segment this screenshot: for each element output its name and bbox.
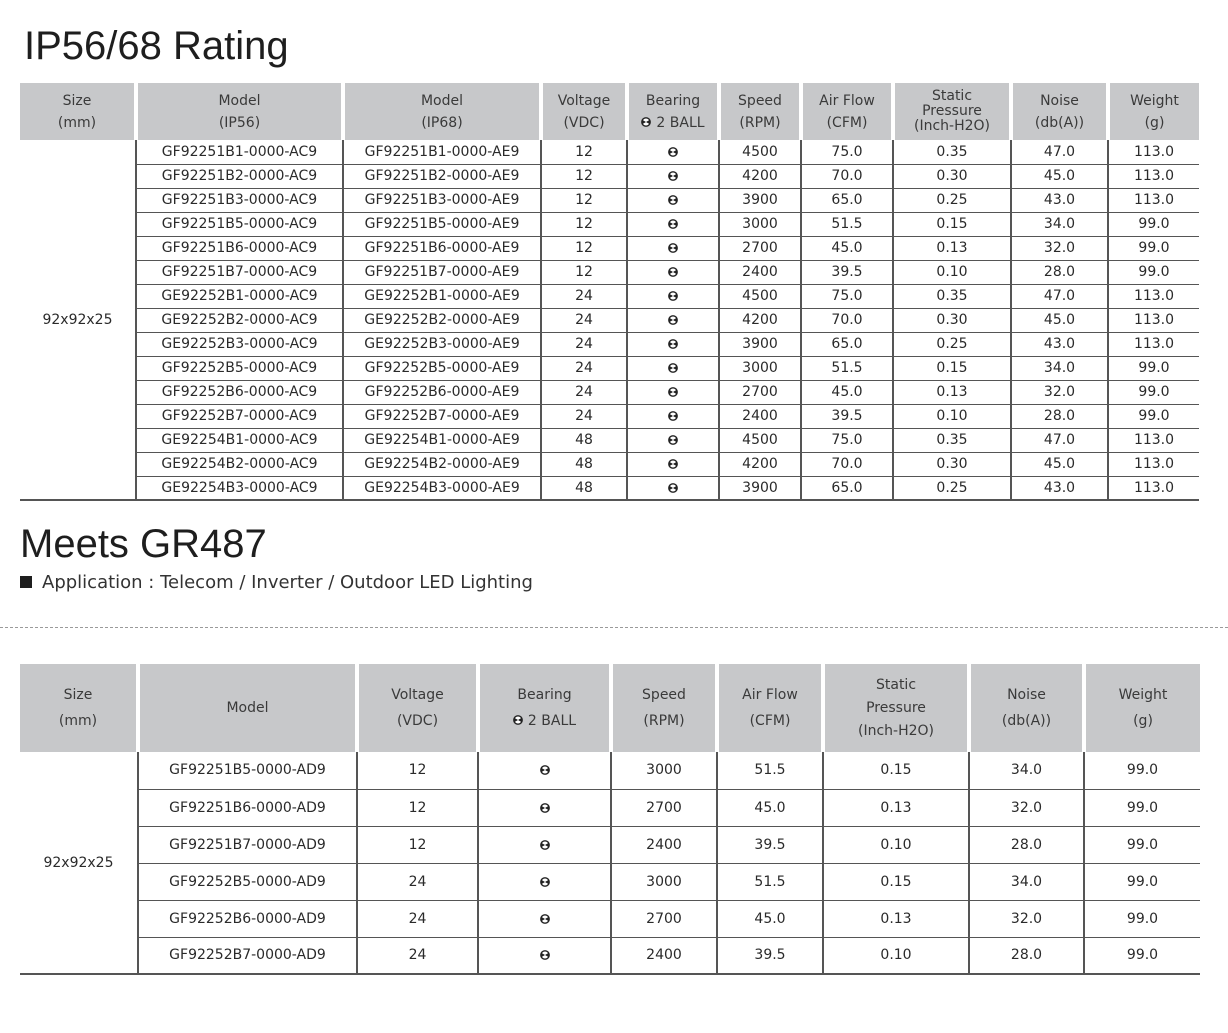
- bearing-cell: [627, 164, 719, 188]
- airflow-cell: 75.0: [801, 284, 893, 308]
- weight-cell: 113.0: [1108, 284, 1199, 308]
- speed-cell: 2400: [611, 937, 717, 974]
- table-row: [20, 863, 1200, 900]
- pressure-cell: 0.13: [823, 789, 969, 826]
- ip68-cell: GE92252B1-0000-AE9: [343, 284, 541, 308]
- weight-cell: 99.0: [1084, 826, 1200, 863]
- table-row: [20, 752, 1200, 789]
- pressure-cell: 0.10: [823, 826, 969, 863]
- pressure-cell: 0.13: [823, 900, 969, 937]
- pressure-cell: 0.13: [893, 380, 1011, 404]
- weight-cell: 99.0: [1108, 212, 1199, 236]
- bullet-square-icon: [20, 576, 32, 588]
- col-header-size: Size (mm): [20, 664, 138, 752]
- ip56-cell: GF92251B2-0000-AC9: [136, 164, 343, 188]
- pressure-cell: 0.25: [893, 332, 1011, 356]
- speed-cell: 2400: [611, 826, 717, 863]
- noise-cell: 34.0: [969, 863, 1084, 900]
- noise-cell: 32.0: [969, 789, 1084, 826]
- table-row: [20, 476, 1199, 500]
- ip68-cell: GF92251B7-0000-AE9: [343, 260, 541, 284]
- pressure-cell: 0.15: [823, 863, 969, 900]
- ip56-cell: GF92251B1-0000-AC9: [136, 140, 343, 164]
- voltage-cell: 12: [541, 164, 627, 188]
- noise-cell: 45.0: [1011, 308, 1108, 332]
- ball-bearing-icon: [641, 117, 651, 127]
- ball-bearing-icon: [668, 363, 678, 373]
- ip68-cell: GF92252B7-0000-AE9: [343, 404, 541, 428]
- col-header-noise: Noise (db(A)): [969, 664, 1084, 752]
- table-row: [20, 284, 1199, 308]
- weight-cell: 99.0: [1108, 260, 1199, 284]
- speed-cell: 3900: [719, 188, 801, 212]
- col-header-voltage: Voltage (VDC): [541, 83, 627, 140]
- ip68-cell: GF92251B5-0000-AE9: [343, 212, 541, 236]
- ip68-cell: GF92251B3-0000-AE9: [343, 188, 541, 212]
- pressure-cell: 0.35: [893, 140, 1011, 164]
- table-row: [20, 937, 1200, 974]
- airflow-cell: 70.0: [801, 308, 893, 332]
- ball-bearing-icon: [668, 459, 678, 469]
- col-header-noise: Noise (db(A)): [1011, 83, 1108, 140]
- voltage-cell: 12: [541, 260, 627, 284]
- ball-bearing-icon: [540, 765, 550, 775]
- ip68-cell: GE92254B3-0000-AE9: [343, 476, 541, 500]
- bearing-cell: [478, 752, 611, 789]
- weight-cell: 99.0: [1084, 789, 1200, 826]
- size-cell: 92x92x25: [20, 752, 138, 974]
- table-row: [20, 332, 1199, 356]
- voltage-cell: 24: [357, 863, 478, 900]
- pressure-cell: 0.15: [823, 752, 969, 789]
- col-header-model-ip56: Model (IP56): [136, 83, 343, 140]
- bearing-cell: [627, 260, 719, 284]
- col-header-static-pressure: Static Pressure (Inch-H2O): [893, 83, 1011, 140]
- bearing-cell: [627, 308, 719, 332]
- airflow-cell: 70.0: [801, 452, 893, 476]
- speed-cell: 4500: [719, 284, 801, 308]
- ip68-cell: GF92251B6-0000-AE9: [343, 236, 541, 260]
- bearing-cell: [627, 452, 719, 476]
- speed-cell: 3000: [719, 356, 801, 380]
- noise-cell: 45.0: [1011, 452, 1108, 476]
- table-row: [20, 188, 1199, 212]
- col-header-model: Model: [138, 664, 357, 752]
- noise-cell: 28.0: [1011, 260, 1108, 284]
- ip68-cell: GE92254B2-0000-AE9: [343, 452, 541, 476]
- model-cell: GF92252B5-0000-AD9: [138, 863, 357, 900]
- airflow-cell: 51.5: [717, 863, 823, 900]
- voltage-cell: 12: [541, 212, 627, 236]
- table-row: [20, 140, 1199, 164]
- pressure-cell: 0.25: [893, 476, 1011, 500]
- ip56-cell: GF92252B5-0000-AC9: [136, 356, 343, 380]
- gr487-table: [20, 664, 1200, 975]
- speed-cell: 2700: [611, 789, 717, 826]
- col-header-speed: Speed (RPM): [611, 664, 717, 752]
- pressure-cell: 0.35: [893, 284, 1011, 308]
- ip68-cell: GF92252B6-0000-AE9: [343, 380, 541, 404]
- col-header-bearing: Bearing 2 BALL: [478, 664, 611, 752]
- bearing-cell: [478, 826, 611, 863]
- voltage-cell: 12: [357, 826, 478, 863]
- col-header-model-ip68: Model (IP68): [343, 83, 541, 140]
- col-header-size: Size (mm): [20, 83, 136, 140]
- weight-cell: 99.0: [1084, 863, 1200, 900]
- table-row: [20, 260, 1199, 284]
- size-cell: 92x92x25: [20, 140, 136, 500]
- noise-cell: 43.0: [1011, 332, 1108, 356]
- col-header-airflow: Air Flow (CFM): [801, 83, 893, 140]
- table-row: [20, 428, 1199, 452]
- bearing-cell: [627, 428, 719, 452]
- airflow-cell: 75.0: [801, 428, 893, 452]
- speed-cell: 2700: [719, 236, 801, 260]
- model-cell: GF92251B5-0000-AD9: [138, 752, 357, 789]
- bearing-cell: [478, 863, 611, 900]
- voltage-cell: 48: [541, 476, 627, 500]
- weight-cell: 113.0: [1108, 188, 1199, 212]
- weight-cell: 113.0: [1108, 140, 1199, 164]
- application-text: Application : Telecom / Inverter / Outdoor LED Lighting: [42, 571, 533, 593]
- voltage-cell: 24: [541, 284, 627, 308]
- col-header-static-pressure: Static Pressure (Inch-H2O): [823, 664, 969, 752]
- airflow-cell: 51.5: [717, 752, 823, 789]
- ball-bearing-icon: [668, 171, 678, 181]
- ip56-cell: GF92252B7-0000-AC9: [136, 404, 343, 428]
- ip56-cell: GE92254B2-0000-AC9: [136, 452, 343, 476]
- voltage-cell: 24: [357, 937, 478, 974]
- bearing-cell: [478, 937, 611, 974]
- weight-cell: 99.0: [1108, 356, 1199, 380]
- pressure-cell: 0.15: [893, 356, 1011, 380]
- airflow-cell: 39.5: [801, 404, 893, 428]
- ip56-cell: GE92252B2-0000-AC9: [136, 308, 343, 332]
- speed-cell: 4500: [719, 428, 801, 452]
- voltage-cell: 24: [541, 404, 627, 428]
- weight-cell: 99.0: [1108, 380, 1199, 404]
- airflow-cell: 39.5: [801, 260, 893, 284]
- ball-bearing-icon: [540, 877, 550, 887]
- ball-bearing-icon: [668, 411, 678, 421]
- table-row: [20, 900, 1200, 937]
- table-row: [20, 308, 1199, 332]
- noise-cell: 47.0: [1011, 140, 1108, 164]
- table-row: [20, 212, 1199, 236]
- weight-cell: 113.0: [1108, 308, 1199, 332]
- ball-bearing-icon: [668, 267, 678, 277]
- col-header-weight: Weight (g): [1108, 83, 1199, 140]
- table-row: [20, 404, 1199, 428]
- bearing-cell: [627, 236, 719, 260]
- application-note: [20, 570, 533, 594]
- ball-bearing-icon: [540, 840, 550, 850]
- noise-cell: 32.0: [1011, 380, 1108, 404]
- pressure-cell: 0.35: [893, 428, 1011, 452]
- ip68-cell: GE92252B3-0000-AE9: [343, 332, 541, 356]
- ball-bearing-icon: [513, 715, 523, 725]
- weight-cell: 113.0: [1108, 164, 1199, 188]
- ball-bearing-icon: [668, 315, 678, 325]
- pressure-cell: 0.15: [893, 212, 1011, 236]
- voltage-cell: 24: [541, 332, 627, 356]
- airflow-cell: 65.0: [801, 332, 893, 356]
- noise-cell: 34.0: [1011, 356, 1108, 380]
- ip56-cell: GF92251B5-0000-AC9: [136, 212, 343, 236]
- table-row: [20, 164, 1199, 188]
- speed-cell: 2400: [719, 404, 801, 428]
- speed-cell: 2400: [719, 260, 801, 284]
- ip56-cell: GF92251B7-0000-AC9: [136, 260, 343, 284]
- speed-cell: 4200: [719, 164, 801, 188]
- pressure-cell: 0.30: [893, 308, 1011, 332]
- speed-cell: 4200: [719, 452, 801, 476]
- ball-bearing-icon: [668, 147, 678, 157]
- airflow-cell: 39.5: [717, 937, 823, 974]
- speed-cell: 3000: [611, 863, 717, 900]
- bearing-cell: [627, 380, 719, 404]
- ball-bearing-icon: [540, 914, 550, 924]
- table-row: [20, 356, 1199, 380]
- weight-cell: 99.0: [1084, 937, 1200, 974]
- ball-bearing-icon: [668, 195, 678, 205]
- bearing-cell: [627, 212, 719, 236]
- bearing-cell: [627, 404, 719, 428]
- noise-cell: 32.0: [1011, 236, 1108, 260]
- noise-cell: 28.0: [969, 937, 1084, 974]
- voltage-cell: 24: [541, 356, 627, 380]
- section2-title: Meets GR487: [20, 522, 267, 566]
- ball-bearing-icon: [540, 950, 550, 960]
- ball-bearing-icon: [668, 339, 678, 349]
- voltage-cell: 24: [541, 380, 627, 404]
- weight-cell: 99.0: [1084, 900, 1200, 937]
- speed-cell: 2700: [719, 380, 801, 404]
- model-cell: GF92252B7-0000-AD9: [138, 937, 357, 974]
- table-row: [20, 380, 1199, 404]
- noise-cell: 43.0: [1011, 476, 1108, 500]
- table-header-row: [20, 83, 1199, 140]
- ball-bearing-icon: [668, 387, 678, 397]
- ip56-cell: GF92252B6-0000-AC9: [136, 380, 343, 404]
- noise-cell: 28.0: [969, 826, 1084, 863]
- speed-cell: 4200: [719, 308, 801, 332]
- section1-title: IP56/68 Rating: [24, 24, 289, 68]
- weight-cell: 113.0: [1108, 332, 1199, 356]
- pressure-cell: 0.13: [893, 236, 1011, 260]
- noise-cell: 28.0: [1011, 404, 1108, 428]
- ip56-cell: GE92254B1-0000-AC9: [136, 428, 343, 452]
- noise-cell: 32.0: [969, 900, 1084, 937]
- bearing-cell: [627, 356, 719, 380]
- ip68-cell: GF92251B2-0000-AE9: [343, 164, 541, 188]
- speed-cell: 3900: [719, 476, 801, 500]
- ip56-cell: GF92251B6-0000-AC9: [136, 236, 343, 260]
- pressure-cell: 0.30: [893, 452, 1011, 476]
- weight-cell: 113.0: [1108, 476, 1199, 500]
- dashed-divider: [0, 627, 1228, 628]
- bearing-cell: [627, 284, 719, 308]
- noise-cell: 43.0: [1011, 188, 1108, 212]
- weight-cell: 99.0: [1108, 236, 1199, 260]
- model-cell: GF92252B6-0000-AD9: [138, 900, 357, 937]
- bearing-cell: [478, 789, 611, 826]
- pressure-cell: 0.25: [893, 188, 1011, 212]
- airflow-cell: 75.0: [801, 140, 893, 164]
- ip-rating-table: [20, 83, 1199, 501]
- table-row: [20, 452, 1199, 476]
- noise-cell: 47.0: [1011, 284, 1108, 308]
- col-header-speed: Speed (RPM): [719, 83, 801, 140]
- noise-cell: 34.0: [969, 752, 1084, 789]
- ip68-cell: GE92254B1-0000-AE9: [343, 428, 541, 452]
- ball-bearing-icon: [668, 219, 678, 229]
- ip56-cell: GF92251B3-0000-AC9: [136, 188, 343, 212]
- table-row: [20, 826, 1200, 863]
- speed-cell: 3900: [719, 332, 801, 356]
- pressure-cell: 0.30: [893, 164, 1011, 188]
- ball-bearing-icon: [668, 291, 678, 301]
- ip68-cell: GE92252B2-0000-AE9: [343, 308, 541, 332]
- ball-bearing-icon: [668, 243, 678, 253]
- weight-cell: 99.0: [1084, 752, 1200, 789]
- airflow-cell: 65.0: [801, 188, 893, 212]
- ip56-cell: GE92254B3-0000-AC9: [136, 476, 343, 500]
- weight-cell: 99.0: [1108, 404, 1199, 428]
- airflow-cell: 45.0: [801, 236, 893, 260]
- airflow-cell: 65.0: [801, 476, 893, 500]
- bearing-cell: [627, 332, 719, 356]
- noise-cell: 47.0: [1011, 428, 1108, 452]
- model-cell: GF92251B6-0000-AD9: [138, 789, 357, 826]
- voltage-cell: 24: [357, 900, 478, 937]
- col-header-airflow: Air Flow (CFM): [717, 664, 823, 752]
- noise-cell: 34.0: [1011, 212, 1108, 236]
- bearing-cell: [627, 140, 719, 164]
- table-row: [20, 789, 1200, 826]
- voltage-cell: 12: [541, 188, 627, 212]
- ip68-cell: GF92251B1-0000-AE9: [343, 140, 541, 164]
- ball-bearing-icon: [668, 435, 678, 445]
- model-cell: GF92251B7-0000-AD9: [138, 826, 357, 863]
- airflow-cell: 45.0: [717, 900, 823, 937]
- ball-bearing-icon: [668, 483, 678, 493]
- airflow-cell: 51.5: [801, 212, 893, 236]
- ip56-cell: GE92252B1-0000-AC9: [136, 284, 343, 308]
- speed-cell: 4500: [719, 140, 801, 164]
- table-row: [20, 236, 1199, 260]
- voltage-cell: 12: [357, 789, 478, 826]
- airflow-cell: 70.0: [801, 164, 893, 188]
- ball-bearing-icon: [540, 803, 550, 813]
- col-header-bearing: Bearing 2 BALL: [627, 83, 719, 140]
- airflow-cell: 45.0: [717, 789, 823, 826]
- speed-cell: 3000: [719, 212, 801, 236]
- col-header-weight: Weight (g): [1084, 664, 1200, 752]
- airflow-cell: 45.0: [801, 380, 893, 404]
- ip56-cell: GE92252B3-0000-AC9: [136, 332, 343, 356]
- voltage-cell: 12: [357, 752, 478, 789]
- pressure-cell: 0.10: [893, 404, 1011, 428]
- pressure-cell: 0.10: [823, 937, 969, 974]
- voltage-cell: 12: [541, 140, 627, 164]
- bearing-cell: [627, 476, 719, 500]
- noise-cell: 45.0: [1011, 164, 1108, 188]
- voltage-cell: 48: [541, 428, 627, 452]
- voltage-cell: 12: [541, 236, 627, 260]
- bearing-cell: [478, 900, 611, 937]
- col-header-voltage: Voltage (VDC): [357, 664, 478, 752]
- airflow-cell: 39.5: [717, 826, 823, 863]
- ip68-cell: GF92252B5-0000-AE9: [343, 356, 541, 380]
- speed-cell: 2700: [611, 900, 717, 937]
- bearing-cell: [627, 188, 719, 212]
- airflow-cell: 51.5: [801, 356, 893, 380]
- speed-cell: 3000: [611, 752, 717, 789]
- voltage-cell: 24: [541, 308, 627, 332]
- pressure-cell: 0.10: [893, 260, 1011, 284]
- table-header-row: [20, 664, 1200, 752]
- weight-cell: 113.0: [1108, 452, 1199, 476]
- weight-cell: 113.0: [1108, 428, 1199, 452]
- voltage-cell: 48: [541, 452, 627, 476]
